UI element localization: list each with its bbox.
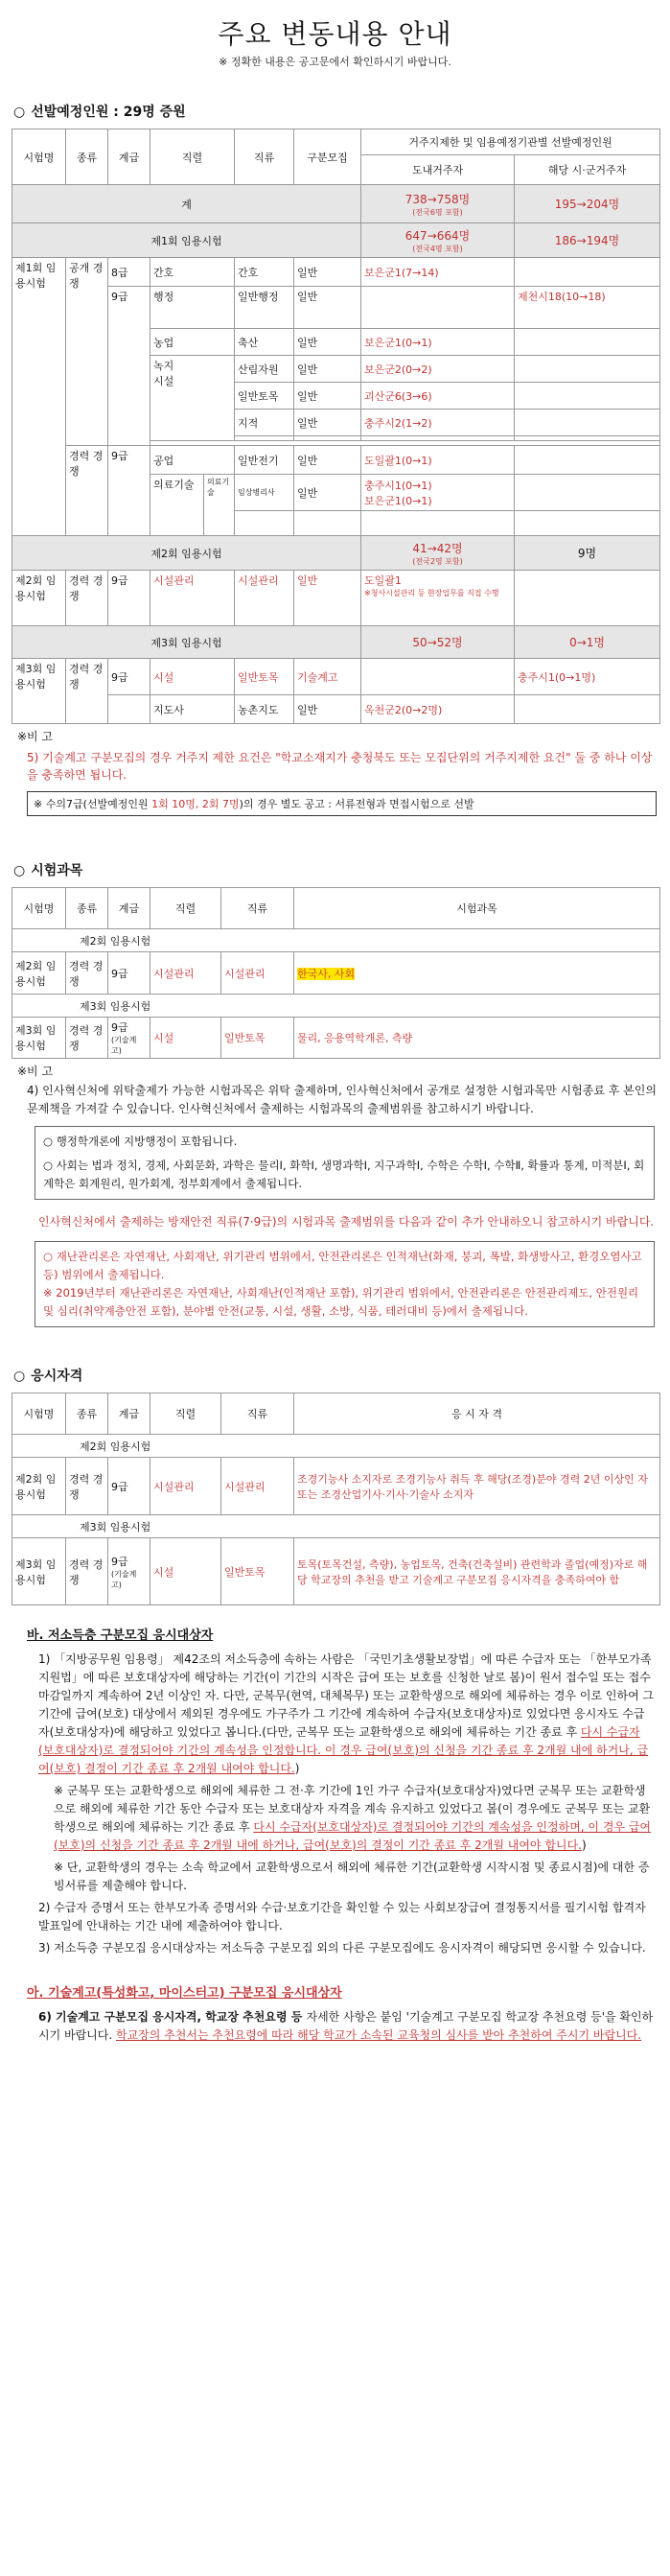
nursing-series: 간호 [150, 258, 235, 287]
low-income-p1-c: ) [294, 1762, 300, 1775]
nursing-b [515, 258, 660, 287]
cadastral-unit: 일반 [294, 410, 361, 436]
r2-b: 9명 [515, 536, 660, 571]
medtech-b-class [235, 511, 294, 536]
forest-class: 산림자원 [235, 356, 294, 383]
low-income-p1-b: 다시 수급자(보호대상자)로 결정되어야 기간의 계속성을 인정합니다. 이 경우 급여(보호)의 신청을 기간 종료 후 2개월 내에 하거나, 급여(보호) 결정이 기간 종료 후 2개월 내여야 합니다. [38, 1725, 649, 1775]
agri-class: 축산 [235, 329, 294, 356]
low-income-sub1-b: 다시 수급자(보호대상자)로 결정되어야 기간의 계속성을 인정하며, 이 경우 급여(보호)의 신청을 기간 종료 후 2개월 내에 하거나, 급여(보호)의 결정이 기간 종료 후 2개월 내여야 합니다. [54, 1820, 652, 1852]
r3-series-1: 시설 [150, 659, 235, 695]
r3-series-2: 지도사 [150, 695, 235, 724]
r2-a-note: (전국2명 포함) [412, 556, 463, 566]
r2-class: 시설관리 [235, 571, 294, 626]
subjects-r2-class: 시설관리 [221, 952, 294, 995]
r3-grade: 9급 [108, 659, 150, 695]
agri-unit: 일반 [294, 329, 361, 356]
section-qual-heading [13, 1366, 670, 1383]
subjects-r2-series: 시설관리 [150, 952, 221, 995]
grade-9-open: 9급 [108, 287, 150, 446]
elec-unit: 일반 [294, 446, 361, 475]
vet-notice-red: 1회 10명, 2회 7명 [151, 798, 240, 810]
col-kind: 종류 [66, 1393, 108, 1435]
r1-a [361, 223, 515, 258]
r3-b-2 [515, 695, 660, 724]
qual-r2-class: 시설관리 [221, 1458, 294, 1515]
r2-a [361, 536, 515, 571]
subjects-r3-kind: 경력 경쟁 [66, 1018, 108, 1059]
admin-class: 일반행정 [235, 287, 294, 329]
page-subtitle: ※ 정확한 내용은 공고문에서 확인하시기 바랍니다. [219, 56, 451, 68]
qual-r3-text: 토목(토목건설, 측량), 농업토목, 건축(건축설비) 관련학과 졸업(예정)자로 해당 학교장의 추천을 받고 기술계고 구분모집 응시자격을 충족하여야 함 [294, 1538, 660, 1605]
civil-a: 괴산군6(3→6) [361, 383, 515, 410]
r2-b-cell [515, 571, 660, 626]
elec-class: 일반전기 [235, 446, 294, 475]
tech-school-heading: 아. 기술계고(특성화고, 마이스터고) 구분모집 응시대상자 [27, 1986, 342, 2001]
col-kind: 종류 [66, 888, 108, 929]
qual-r2-label: 제2회 임용시험 [12, 1435, 660, 1458]
civil-class: 일반토목 [235, 383, 294, 410]
qual-r3-grade-value: 9급 [111, 1555, 128, 1568]
medtech-a-unit: 일반 [294, 475, 361, 511]
section-label: 선발예정인원 : 29명 증원 [31, 105, 186, 120]
r3-grade-2 [108, 695, 150, 724]
subjects-info-line-1: ○ 행정학개론에 지방행정이 포함됩니다. [43, 1135, 238, 1148]
section-bullet: ○ [13, 863, 26, 878]
col-grade: 계급 [108, 888, 150, 929]
subjects-r3-series: 시설 [150, 1018, 221, 1059]
r1-exam: 제1회 임용시험 [12, 258, 66, 536]
subjects-r3-grade-note: (기술계고) [111, 1036, 137, 1055]
r2-grade: 9급 [108, 571, 150, 626]
col-qual: 응 시 자 격 [294, 1393, 660, 1435]
r3-label: 제3회 임용시험 [12, 626, 361, 659]
subjects-r2-kind: 경력 경쟁 [66, 952, 108, 995]
civil-b [515, 383, 660, 410]
subjects-r3-grade-value: 9급 [111, 1021, 128, 1034]
r2-a-value: 41→42명 [412, 541, 463, 555]
admin-series: 행정 [150, 287, 235, 329]
elec-a: 도일괄1(0→1) [361, 446, 515, 475]
r3-a: 50→52명 [361, 626, 515, 659]
agri-series: 농업 [150, 329, 235, 356]
low-income-sub1 [54, 1782, 655, 1855]
qual-r3-series: 시설 [150, 1538, 221, 1605]
qual-r2-grade: 9급 [108, 1458, 150, 1515]
col-limit: 거주지제한 및 임용예정기관별 선발예정인원 [361, 129, 660, 155]
vet-notice-post: )의 경우 별도 공고 : 서류전형과 면접시험으로 선발 [239, 798, 474, 810]
subjects-r2-subjects [294, 952, 660, 995]
subjects-r2-label: 제2회 임용시험 [12, 929, 660, 952]
col-series: 직렬 [150, 129, 235, 185]
admin-a [361, 287, 515, 329]
facility-series: 시설 [153, 375, 174, 387]
section-bullet: ○ [13, 105, 26, 120]
r1-b: 186→194명 [515, 223, 660, 258]
recruit-note-title: ※비 고 [17, 730, 54, 743]
elec-series: 공업 [150, 446, 235, 475]
low-income-p1 [38, 1651, 655, 1778]
r2-a-cell [361, 571, 515, 626]
medtech-series: 의료기술 [150, 475, 204, 536]
r3-class-1: 일반토목 [235, 659, 294, 695]
admin-b: 제천시18(10→18) [515, 287, 660, 329]
col-kind: 종류 [66, 129, 108, 185]
r3-unit-1: 기술계고 [294, 659, 361, 695]
qual-r2-exam: 제2회 임용시험 [12, 1458, 66, 1515]
medtech-a-a1: 충주시1(0→1) [364, 479, 432, 492]
r3-kind: 경력 경쟁 [66, 659, 108, 724]
total-a [361, 185, 515, 223]
col-grade: 계급 [108, 129, 150, 185]
total-b: 195→204명 [515, 185, 660, 223]
qual-r3-exam: 제3회 임용시험 [12, 1538, 66, 1605]
r1-a-value: 647→664명 [404, 228, 471, 243]
col-class: 직류 [221, 1393, 294, 1435]
r2-row-a-note: ※청사시설관리 등 현장업무를 직접 수행 [364, 589, 499, 597]
low-income-p1-a: 1) 「지방공무원 임용령」 제42조의 저소득층에 속하는 사람은 「국민기초생활보장법」에 따른 수급자 또는 「한부모가족지원법」에 따른 보호대상자에 해당하는 기간(이 기간의 시작은 급여 또는 보호를 신청한 날로 봄)이 원서 접수일 또는 접수 마감일까지 계속하여 2년 이상인 자. 다만, 군복무(현역, 대체복무) 또는 교환학생으로 해외에 체류하는 경우 이로 인하여 그 기간에 급여(보호) 대상에서 제외된 경우에도 가구주가 그 기간에 계속하여 수급자(보호대상자)로 있었다면 응시자도 수급자(보호대상자)에 해당하고 있었다고 봅니다.(다만, 군복무 또는 교환학생으로 해외에 체류하는 기간 종료 후 [38, 1652, 655, 1739]
qual-r2-series: 시설관리 [150, 1458, 221, 1515]
r3-class-2: 농촌지도 [235, 695, 294, 724]
subjects-note-4: 4) 인사혁신처에 위탁출제가 가능한 시험과목은 위탁 출제하며, 인사혁신처에서 공개로 설정한 시험과목만 시험종료 후 본인의 문제책을 가져갈 수 있습니다. 인사혁신처에서 출제하는 시험과목의 출제범위를 참고하시기 바랍니다. [27, 1084, 657, 1115]
medtech-b-a [361, 511, 515, 536]
cadastral-class: 지적 [235, 410, 294, 436]
medtech-class-text: 의료기술 [207, 478, 230, 497]
col-exam: 시험명 [12, 1393, 66, 1435]
recruit-note-5: 5) 기술계고 구분모집의 경우 거주지 제한 요건은 "학교소재지가 충청북도 또는 모집단위의 거주지제한 요건" 둘 중 하나 이상을 충족하면 됩니다. [27, 751, 653, 782]
forest-b [515, 356, 660, 383]
low-income-p3: 3) 저소득층 구분모집 응시대상자는 저소득층 구분모집 외의 다른 구분모집에도 응시자격이 해당되면 응시할 수 있습니다. [38, 1941, 646, 1955]
low-income-heading: 바. 저소득층 구분모집 응시대상자 [27, 1628, 214, 1643]
total-a-value: 738→758명 [404, 192, 471, 206]
nursing-a: 보은군1(7→14) [361, 258, 515, 287]
recruit-table [12, 129, 660, 724]
nursing-unit: 일반 [294, 258, 361, 287]
r2-kind: 경력 경쟁 [66, 571, 108, 626]
subjects-r2-exam: 제2회 임용시험 [12, 952, 66, 995]
medtech-a-b [515, 475, 660, 511]
col-exam: 시험명 [12, 888, 66, 929]
medtech-class [204, 475, 235, 536]
r3-b: 0→1명 [515, 626, 660, 659]
subjects-table [12, 887, 660, 1059]
qual-table [12, 1393, 660, 1605]
section-recruit-heading [13, 102, 670, 119]
subjects-r3-class: 일반토목 [221, 1018, 294, 1059]
tech-school-p6-b: 자세한 사항은 붙임 '기술계고 구분모집 학교장 추천요령 등'을 확인하시기 바랍니다. [38, 2010, 654, 2042]
qual-r3-grade-note: (기술계고) [111, 1569, 137, 1589]
col-limit-b: 해당 시·군거주자 [515, 155, 660, 185]
qual-r3-grade [108, 1538, 150, 1605]
agri-b [515, 329, 660, 356]
section-subjects-heading [13, 860, 670, 878]
tech-school-p6-a: 6) 기술계고 구분모집 응시자격, 학교장 추천요령 등 [38, 2010, 307, 2024]
col-class: 직류 [221, 888, 294, 929]
col-series: 직렬 [150, 888, 221, 929]
r2-series: 시설관리 [150, 571, 235, 626]
r2-label: 제2회 임용시험 [12, 536, 361, 571]
elec-b [515, 446, 660, 475]
medtech-b-b [515, 511, 660, 536]
grade-8: 8급 [108, 258, 150, 287]
vet-notice-box [27, 791, 657, 816]
col-grade: 계급 [108, 1393, 150, 1435]
medtech-b-unit [294, 511, 361, 536]
qual-r3-kind: 경력 경쟁 [66, 1538, 108, 1605]
medtech-a-a2: 보은군1(0→1) [364, 494, 432, 507]
tech-school-p6 [38, 2008, 655, 2045]
medtech-a-a [361, 475, 515, 511]
qual-r3-class: 일반토목 [221, 1538, 294, 1605]
r3-a-1 [361, 659, 515, 695]
subjects-note-title: ※비 고 [17, 1065, 54, 1078]
subjects-r2-grade: 9급 [108, 952, 150, 995]
agri-a: 보은군1(0→1) [361, 329, 515, 356]
r2-unit: 일반 [294, 571, 361, 626]
subjects-r3-grade [108, 1018, 150, 1059]
disaster-line-1: ○ 재난관리론은 자연재난, 사회재난, 위기관리 범위에서, 안전관리론은 인적재난(화재, 붕괴, 폭발, 화생방사고, 환경오염사고 등) 범위에서 출제됩니다. [43, 1250, 642, 1281]
col-limit-a: 도내거주자 [361, 155, 515, 185]
section-bullet: ○ [13, 1369, 26, 1384]
disaster-note: 인사혁신처에서 출제하는 방재안전 직류(7·9급)의 시험과목 출제범위를 다음과 같이 추가 안내하오니 참고하시기 바랍니다. [38, 1215, 655, 1229]
cadastral-a: 충주시2(1→2) [361, 410, 515, 436]
col-exam: 시험명 [12, 129, 66, 185]
low-income-p2: 2) 수급자 증명서 또는 한부모가족 증명서와 수급·보호기간을 확인할 수 있는 사회보장급여 결정통지서를 필기시험 합격자 발표일에 안내하는 기간 내에 제출하여야 합니다. [38, 1901, 646, 1932]
qual-r3-label: 제3회 임용시험 [12, 1515, 660, 1538]
col-class: 직류 [235, 129, 294, 185]
forest-a: 보은군2(0→2) [361, 356, 515, 383]
r3-unit-2: 일반 [294, 695, 361, 724]
green-facility-series [150, 356, 235, 441]
subjects-r2-highlight: 한국사, 사회 [297, 967, 356, 980]
qual-r2-text: 조경기능사 소지자로 조경기능사 취득 후 해당(조경)분야 경력 2년 이상인 자 또는 조경산업기사·기사·기술사 소지자 [294, 1458, 660, 1515]
grade-9-career: 9급 [108, 446, 150, 536]
civil-unit: 일반 [294, 383, 361, 410]
col-series: 직렬 [150, 1393, 221, 1435]
admin-unit: 일반 [294, 287, 361, 329]
r1-a-note: (전국4명 포함) [412, 244, 463, 253]
r2-row-a: 도일괄1 [364, 574, 402, 587]
disaster-line-2: ※ 2019년부터 재난관리론은 자연재난, 사회재난(인적재난 포함), 위기관리 범위에서, 안전관리론은 안전관리제도, 안전원리 및 심리(취약계층안전 포함), 분야별 안전(교통, 시설, 생활, 소방, 식품, 테러대비 등)에서 출제됩니다. [43, 1286, 639, 1318]
section-label: 응시자격 [31, 1369, 83, 1384]
total-a-note: (전국6명 포함) [412, 207, 463, 217]
r1-label: 제1회 임용시험 [12, 223, 361, 258]
low-income-sub1-c: ) [581, 1838, 587, 1852]
page-title: 주요 변동내용 안내 [218, 18, 452, 50]
col-unit: 구분모집 [294, 129, 361, 185]
low-income-sub2: ※ 단, 교환학생의 경우는 소속 학교에서 교환학생으로서 해외에 체류한 기간(교환학생 시작시점 및 종료시점)에 대한 증빙서류를 제출해야 합니다. [54, 1861, 650, 1892]
vet-notice-pre: ※ 수의7급(선발예정인원 [34, 798, 152, 810]
subjects-info-box [35, 1126, 655, 1200]
tech-school-p6-c: 학교장의 추천서는 추천요령에 따라 해당 학교가 소속된 교육청의 심사를 받아 추천하여 주시기 바랍니다. [116, 2028, 642, 2042]
r1-kind-open: 공개 경쟁 [66, 258, 108, 446]
r3-a-2: 옥천군2(0→2명) [361, 695, 515, 724]
r3-exam: 제3회 임용시험 [12, 659, 66, 724]
section-label: 시험과목 [31, 863, 83, 878]
subjects-r3-label: 제3회 임용시험 [12, 995, 660, 1018]
r3-b-1: 충주시1(0→1명) [515, 659, 660, 695]
forest-unit: 일반 [294, 356, 361, 383]
cadastral-b [515, 410, 660, 436]
qual-r2-kind: 경력 경쟁 [66, 1458, 108, 1515]
r2-exam: 제2회 임용시험 [12, 571, 66, 626]
subjects-r3-subjects: 물리, 응용역학개론, 측량 [294, 1018, 660, 1059]
low-income-sub1-a: ※ 군복무 또는 교환학생으로 해외에 체류한 그 전·후 기간에 1인 가구 수급자(보호대상자)였다면 군복무 또는 교환학생으로 해외에 체류한 기간 동안 수급자 또는 보호대상자 자격을 계속 유지하고 있었다고 봄(이 경우에도 군복무 또는 교환학생으로 해외에 체류하는 기간 종료 후 [54, 1784, 651, 1834]
green-series: 녹지 [153, 360, 174, 372]
disaster-box [35, 1241, 655, 1327]
subjects-r3-exam: 제3회 임용시험 [12, 1018, 66, 1059]
total-label: 계 [12, 185, 361, 223]
nursing-class: 간호 [235, 258, 294, 287]
col-subjects: 시험과목 [294, 888, 660, 929]
medtech-a-class: 임상병리사 [235, 475, 294, 511]
subjects-info-line-2: ○ 사회는 법과 정치, 경제, 사회문화, 과학은 물리Ⅰ, 화학Ⅰ, 생명과학Ⅰ, 지구과학Ⅰ, 수학은 수학Ⅰ, 수학Ⅱ, 확률과 통계, 미적분Ⅰ, 회계학은 회계원리, 원가회계, 정부회계에서 출제됩니다. [43, 1159, 645, 1190]
r1-kind-career: 경력 경쟁 [66, 446, 108, 536]
